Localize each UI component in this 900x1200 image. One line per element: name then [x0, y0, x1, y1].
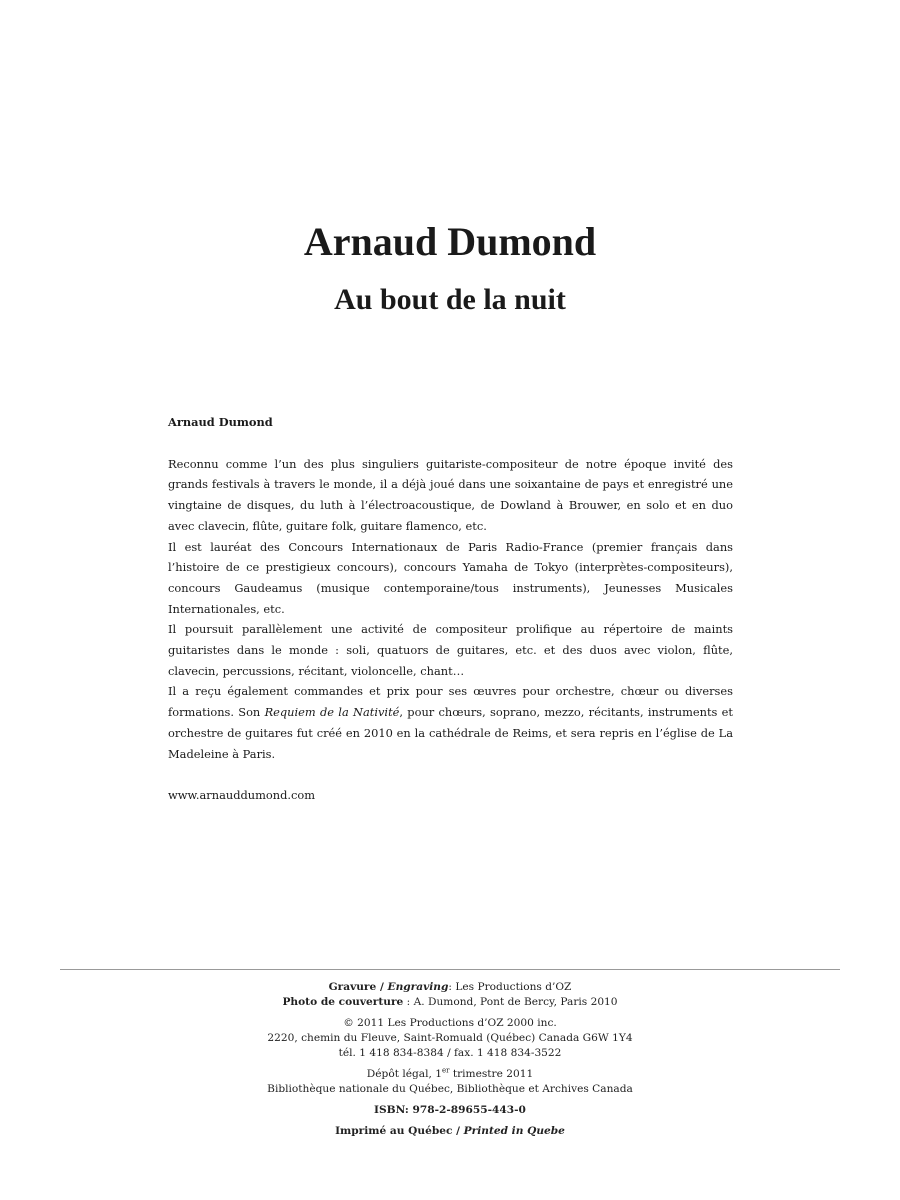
cover-photo-label: Photo de couverture [282, 996, 404, 1008]
bio-paragraph-4 [168, 681, 733, 764]
copyright-line: © 2011 Les Productions d’OZ 2000 inc. [343, 1017, 557, 1029]
biography [168, 412, 733, 806]
cover-photo-value: : A. Dumond, Pont de Bercy, Paris 2010 [403, 996, 618, 1008]
legal-deposit-prefix: Dépôt légal, 1 [366, 1068, 442, 1080]
requiem-title: Requiem de la Nativité [264, 705, 400, 720]
colophon [0, 980, 900, 1139]
printed-label-en: Printed in Quebe [463, 1125, 565, 1137]
publisher-phone: tél. 1 418 834-8384 / fax. 1 418 834-3522 [338, 1047, 562, 1059]
bio-paragraph-2: Il est lauréat des Concours Internationaux de Paris Radio-France (premier français dans l’histoire de ce prestigieux concours), concours Yamaha de Tokyo (interprètes-compositeurs), concours Gaudeamus (musique contemporaine/tous instruments), Jeunesses Musicales Internationales, etc. [168, 539, 733, 616]
printed-in-line [0, 1124, 900, 1139]
author-title: Arnaud Dumond [303, 219, 597, 264]
footer-divider [60, 969, 840, 970]
bio-p4-text-before: Il a reçu également commandes et prix pour ses œuvres pour orchestre, chœur ou diverses formations. Son [168, 684, 733, 720]
isbn-line: ISBN: 978-2-89655-443-0 [374, 1104, 526, 1116]
bio-p4-text-after: , pour chœurs, soprano, mezzo, récitants, instruments et orchestre de guitares fut créé en 2010 en la cathédrale de Reims, et sera repris en l’église de La Madeleine à Paris. [168, 705, 733, 761]
legal-deposit [0, 1067, 900, 1082]
website-link[interactable]: www.arnauddumond.com [168, 788, 316, 803]
engraving-value: : Les Productions d’OZ [448, 981, 572, 993]
engraving-label-en: Engraving [387, 981, 449, 993]
printed-label-fr: Imprimé au Québec / [335, 1125, 464, 1137]
bio-paragraph-3: Il poursuit parallèlement une activité de compositeur prolifique au répertoire de maints guitaristes dans le monde : soli, quatuors de guitares, etc. et des duos avec violon, flûte, clavecin, percussions, récitant, violoncelle, chant… [168, 622, 733, 678]
work-title: Au bout de la nuit [334, 283, 566, 316]
legal-deposit-suffix: trimestre 2011 [449, 1068, 534, 1080]
legal-deposit-ordinal: er [441, 1066, 450, 1075]
engraving-label-fr: Gravure / [328, 981, 388, 993]
bio-heading: Arnaud Dumond [168, 415, 273, 429]
cover-photo-credit [0, 995, 900, 1010]
publisher-address: 2220, chemin du Fleuve, Saint-Romuald (Québec) Canada G6W 1Y4 [267, 1032, 633, 1044]
bio-paragraph-1: Reconnu comme l’un des plus singuliers guitariste-compositeur de notre époque invité des grands festivals à travers le monde, il a déjà joué dans une soixantaine de pays et enregistré une vingtaine de disques, du luth à l’électroacoustique, de Dowland à Brouwer, en solo et en duo avec clavecin, flûte, guitare folk, guitare flamenco, etc. [168, 456, 733, 533]
libraries-line: Bibliothèque nationale du Québec, Bibliothèque et Archives Canada [267, 1083, 633, 1095]
engraving-credit [0, 980, 900, 995]
